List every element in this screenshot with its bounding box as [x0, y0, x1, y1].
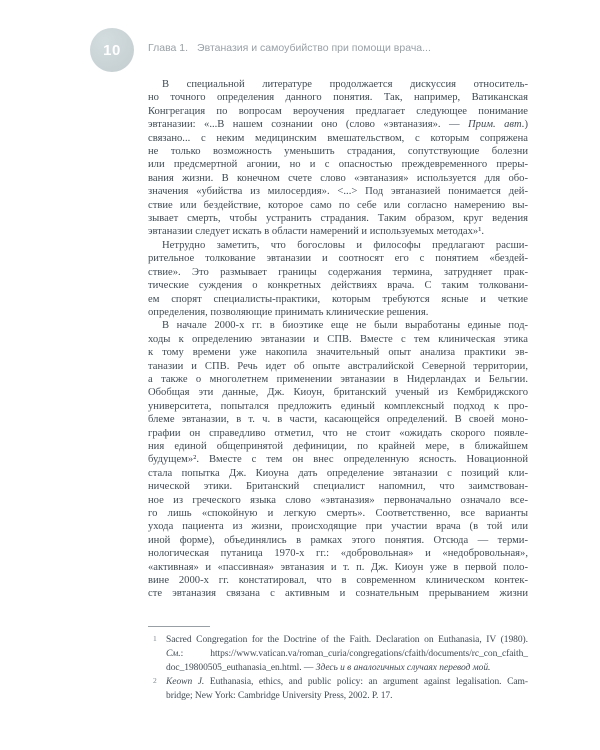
- page-number: 10: [103, 41, 121, 59]
- footnote: [148, 676, 528, 704]
- body-text-column: [148, 78, 528, 601]
- text-line: сте эвтаназия связана с активным и сознательным прерыванием жизни: [148, 588, 528, 600]
- footnote-marker: 2: [153, 675, 157, 685]
- text-line: определения, позволяющие принимать клинические решения.: [148, 306, 429, 318]
- text-line: ствие». Это размывает границы содержания термина, затрудняет прак-: [148, 266, 528, 278]
- text-line: не только возможность уменьшить страдания, сопутствующие болезни: [148, 146, 528, 158]
- text-line: Обобщая эти данные, Дж. Киоун, британский ученый из Кембриджского: [148, 387, 528, 399]
- text-line: стала попытка Дж. Киоуна дать определение эвтаназии с позиций кли-: [148, 467, 528, 479]
- text-line: блеме эвтаназии, в т. ч. в части, касающейся определений. В своей моно-: [148, 414, 528, 426]
- text-line: тические суждения о конкретных действиях врача. С таким толковани-: [148, 280, 528, 292]
- running-head-chapter: Глава 1.: [148, 42, 189, 54]
- text-line: нической этики. Британский специалист напомнил, что заимствован-: [148, 481, 528, 493]
- text-line: Конгрегация по вопросам вероучения предлагает следующее понимание: [148, 105, 528, 117]
- footnote-line: См.: https://www.vatican.va/roman_curia/congregations/cfaith/documents/rc_con_cfaith_: [166, 648, 528, 659]
- text-line: ем спорят специалисты-практики, которым требуются ясные и четкие: [148, 293, 528, 305]
- footnote: [148, 634, 528, 676]
- text-line: к тому времени уже накопила значительный опыт анализа практики эв-: [148, 347, 528, 359]
- paragraph: [148, 319, 528, 601]
- footnote-marker: 1: [153, 634, 157, 643]
- text-line: ухода пациента из жизни, происходящие при участии врача (в той или: [148, 521, 528, 533]
- text-line: В специальной литературе продолжается дискуссия относитель-: [162, 79, 528, 90]
- text-line: будущем»². Вместе с тем он внес определенную ясность. Новационной: [148, 454, 528, 466]
- text-line: нологическая путаница 1970-х гг.: «добровольная» и «недобровольная»,: [148, 548, 528, 560]
- footnote-line: doc_19800505_euthanasia_en.html. — Здесь и в аналогичных случаях перевод мой.: [166, 662, 491, 673]
- text-line: ния единой общепринятой дефиниции, по крайней мере, в ближайшем: [148, 440, 528, 452]
- text-line: или предсмертной агонии, но и с опасностью преждевременного преры-: [148, 159, 528, 171]
- text-line: вания жизни. В конечном счете слово «эвтаназия» используется для обо-: [148, 172, 528, 184]
- text-line: эвтаназии: «...В нашем сознании оно (слово «эвтаназия». — Прим. авт.): [148, 119, 528, 131]
- text-line: но точного определения данного понятия. Так, например, Ватиканская: [148, 92, 528, 104]
- paragraph: [148, 239, 528, 319]
- text-line: эвтаназии следует искать в области намерений и используемых методах»¹.: [148, 226, 485, 238]
- text-line: ходы к определению эвтаназии и СПВ. Вместе с тем клиническая этика: [148, 333, 528, 345]
- text-line: Нетрудно заметить, что богословы и философы предлагают расши-: [162, 239, 528, 251]
- text-line: графии он справедливо отметил, что не стоит «ожидать скорого появле-: [148, 427, 528, 439]
- text-line: ствие или бездействие, которое само по себе или согласно намерению вы-: [148, 199, 528, 211]
- footnote-line: Keown J. Euthanasia, ethics, and public policy: an argument against legalisation. Cam-: [166, 676, 529, 687]
- text-line: В начале 2000-х гг. в биоэтике еще не были выработаны единые под-: [162, 320, 528, 332]
- text-line: университета, попытался предложить единый комплексный подход к про-: [148, 400, 528, 412]
- text-line: связано... с неким медицинским вмешательством, с которым сопряжена: [148, 132, 528, 144]
- text-line: «активная» и «пассивная» эвтаназия и т. п. Дж. Киоун уже в первой поло-: [148, 561, 528, 573]
- text-line: а также о многолетнем применении эвтаназии в Нидерландах и Бельгии.: [148, 373, 528, 385]
- text-line: иной форме), объединялись в рамках этого понятия. Отсюда — терми-: [148, 534, 528, 546]
- footnote-separator: [148, 626, 210, 627]
- paragraph: [148, 78, 528, 239]
- text-line: значения «убийства из милосердия». <...> Под эвтаназией понимается дей-: [148, 186, 528, 198]
- text-line: го лишь «спокойную и легкую смерть». Соответственно, все варианты: [148, 508, 528, 519]
- text-line: вине 2000-х гг. констатировал, что в современном клиническом контек-: [148, 575, 528, 587]
- text-line: зывает смерть, чтобы устранить страдания. Таким образом, круг ведения: [148, 213, 528, 225]
- footnote-line: Sacred Congregation for the Doctrine of the Faith. Declaration on Euthanasia, IV (1980).: [166, 635, 528, 645]
- footnotes-block: [148, 634, 528, 704]
- running-head-title: Эвтаназия и самоубийство при помощи врача...: [197, 42, 431, 54]
- footnote-line: bridge; New York: Cambridge University Press, 2002. P. 17.: [166, 690, 393, 701]
- text-line: ное из греческого языка слово «эвтаназия» первоначально означало все-: [148, 494, 528, 506]
- text-line: рительное толкование эвтаназии и соотносят его с понятием «бездей-: [148, 253, 528, 265]
- running-head: [148, 42, 431, 54]
- page-number-badge: [90, 28, 134, 72]
- text-line: таназии и СПВ. Речь идет об опыте австралийской Северной территории,: [148, 360, 528, 372]
